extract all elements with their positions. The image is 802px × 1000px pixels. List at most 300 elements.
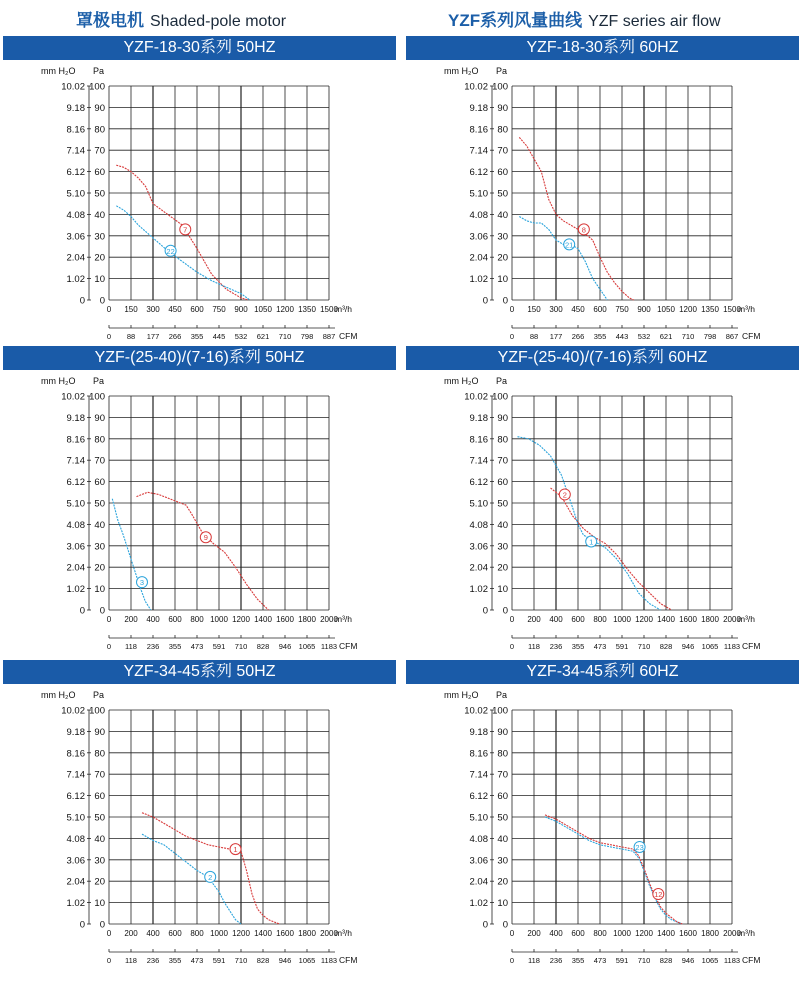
y-tick-label-mmh2o: 0 <box>482 919 488 931</box>
x-tick-label-cfm: 591 <box>615 642 629 651</box>
y-tick-label-mmh2o: 0 <box>79 919 85 931</box>
y-tick-label-pa: 60 <box>94 167 105 179</box>
x-tick-label-m3h: 600 <box>593 305 607 314</box>
y-tick-label-pa: 90 <box>94 102 105 114</box>
y-tick-label-pa: 70 <box>94 769 105 781</box>
x-tick-label-m3h: 1500 <box>723 305 741 314</box>
x-tick-label-m3h: 200 <box>527 929 541 938</box>
chart-panel-4 <box>406 346 799 652</box>
x-unit-label-cfm: CFM <box>339 955 358 965</box>
chart-plot <box>3 684 396 966</box>
y-tick-label-pa: 70 <box>497 145 508 157</box>
series-label: 2 <box>562 490 567 500</box>
x-tick-label-cfm: 177 <box>146 332 160 341</box>
x-tick-label-cfm: 118 <box>528 956 540 965</box>
y-tick-label-mmh2o: 3.06 <box>469 231 488 243</box>
y-tick-label-pa: 30 <box>497 231 508 243</box>
series-line-12 <box>545 815 683 924</box>
y-tick-label-mmh2o: 6.12 <box>66 167 85 179</box>
y-tick-label-mmh2o: 2.04 <box>469 252 488 264</box>
series-label: 2 <box>208 872 213 882</box>
x-tick-label-m3h: 1600 <box>276 615 294 624</box>
series-label: 9 <box>203 533 208 543</box>
x-tick-label-m3h: 750 <box>615 305 629 314</box>
x-tick-label-cfm: 236 <box>146 956 160 965</box>
x-tick-label-m3h: 1200 <box>232 929 250 938</box>
x-tick-label-cfm: 1183 <box>723 642 741 651</box>
y-tick-label-pa: 80 <box>94 748 105 760</box>
x-tick-label-cfm: 591 <box>212 642 226 651</box>
y-tick-label-pa: 30 <box>94 541 105 553</box>
y-tick-label-pa: 100 <box>89 705 105 717</box>
x-tick-label-cfm: 1065 <box>298 642 316 651</box>
x-tick-label-m3h: 2000 <box>320 615 338 624</box>
series-line-3 <box>112 499 151 610</box>
y-tick-label-mmh2o: 1.02 <box>66 898 85 910</box>
y-tick-label-pa: 10 <box>497 584 508 596</box>
x-tick-label-m3h: 1000 <box>210 615 228 624</box>
x-unit-label-cfm: CFM <box>742 641 761 651</box>
chart-plot <box>406 370 799 652</box>
y-tick-label-pa: 50 <box>94 498 105 510</box>
y-tick-label-pa: 90 <box>497 102 508 114</box>
chart-panel-1 <box>3 36 396 342</box>
y-tick-label-mmh2o: 8.16 <box>469 124 488 136</box>
y-tick-label-mmh2o: 0 <box>482 295 488 307</box>
x-tick-label-m3h: 600 <box>168 929 182 938</box>
chart-title: YZF-18-30系列 50HZ <box>3 36 396 60</box>
chart-title: YZF-(25-40)/(7-16)系列 60HZ <box>406 346 799 370</box>
x-tick-label-cfm: 828 <box>659 956 673 965</box>
y-tick-label-mmh2o: 5.10 <box>469 498 488 510</box>
y-tick-label-pa: 60 <box>94 791 105 803</box>
x-tick-label-cfm: 1065 <box>298 956 316 965</box>
y-tick-label-mmh2o: 5.10 <box>66 188 85 200</box>
y-tick-label-mmh2o: 10.02 <box>61 391 85 403</box>
y-tick-label-pa: 30 <box>94 231 105 243</box>
series-line-21 <box>519 217 607 301</box>
y-tick-label-mmh2o: 0 <box>79 605 85 617</box>
x-tick-label-cfm: 946 <box>681 642 695 651</box>
x-tick-label-cfm: 0 <box>106 956 112 965</box>
x-tick-label-cfm: 798 <box>300 332 314 341</box>
x-tick-label-m3h: 1800 <box>701 615 719 624</box>
x-tick-label-m3h: 1200 <box>635 615 653 624</box>
y-tick-label-pa: 70 <box>497 769 508 781</box>
y-tick-label-mmh2o: 9.18 <box>66 102 85 114</box>
x-tick-label-cfm: 443 <box>615 332 629 341</box>
y-tick-label-pa: 100 <box>492 705 508 717</box>
y-tick-label-pa: 90 <box>94 412 105 424</box>
x-unit-label-cfm: CFM <box>742 331 761 341</box>
y-tick-label-pa: 100 <box>492 391 508 403</box>
y-tick-label-mmh2o: 1.02 <box>469 274 488 286</box>
x-tick-label-cfm: 621 <box>659 332 673 341</box>
x-tick-label-cfm: 473 <box>190 956 204 965</box>
y-tick-label-pa: 20 <box>497 252 508 264</box>
y-tick-label-mmh2o: 1.02 <box>66 584 85 596</box>
x-tick-label-m3h: 150 <box>527 305 541 314</box>
y-unit-label-pa: Pa <box>93 66 105 76</box>
chart-panel-6 <box>406 660 799 966</box>
y-tick-label-pa: 70 <box>497 455 508 467</box>
series-label: 21 <box>565 240 574 250</box>
y-tick-label-mmh2o: 0 <box>482 605 488 617</box>
x-tick-label-m3h: 600 <box>168 615 182 624</box>
y-unit-label-mmh2o: mm H₂O <box>444 690 479 700</box>
x-tick-label-m3h: 1200 <box>232 615 250 624</box>
y-tick-label-mmh2o: 5.10 <box>66 812 85 824</box>
x-tick-label-m3h: 200 <box>124 615 138 624</box>
y-tick-label-mmh2o: 7.14 <box>66 455 85 467</box>
y-tick-label-mmh2o: 2.04 <box>66 876 85 888</box>
y-tick-label-mmh2o: 8.16 <box>469 748 488 760</box>
x-tick-label-cfm: 0 <box>509 642 515 651</box>
series-label: 1 <box>589 537 594 547</box>
y-tick-label-mmh2o: 6.12 <box>469 477 488 489</box>
y-tick-label-pa: 10 <box>497 274 508 286</box>
y-tick-label-mmh2o: 8.16 <box>66 124 85 136</box>
y-unit-label-pa: Pa <box>496 690 508 700</box>
series-label: 3 <box>139 578 145 588</box>
y-tick-label-mmh2o: 10.02 <box>464 391 488 403</box>
x-tick-label-cfm: 798 <box>703 332 717 341</box>
x-tick-label-m3h: 200 <box>527 615 541 624</box>
x-tick-label-cfm: 355 <box>571 642 585 651</box>
y-tick-label-pa: 40 <box>497 209 508 221</box>
x-tick-label-cfm: 0 <box>509 956 515 965</box>
y-tick-label-mmh2o: 3.06 <box>66 541 85 553</box>
y-tick-label-pa: 50 <box>497 498 508 510</box>
y-tick-label-mmh2o: 10.02 <box>61 705 85 717</box>
y-tick-label-pa: 10 <box>94 584 105 596</box>
y-unit-label-mmh2o: mm H₂O <box>41 376 76 386</box>
x-tick-label-m3h: 400 <box>549 929 563 938</box>
y-unit-label-pa: Pa <box>93 376 105 386</box>
series-line-23 <box>545 817 683 924</box>
x-tick-label-cfm: 473 <box>593 956 607 965</box>
y-tick-label-mmh2o: 1.02 <box>469 584 488 596</box>
x-tick-label-m3h: 1400 <box>254 615 272 624</box>
x-tick-label-m3h: 2000 <box>320 929 338 938</box>
x-tick-label-cfm: 710 <box>681 332 695 341</box>
x-tick-label-m3h: 1500 <box>320 305 338 314</box>
x-tick-label-cfm: 532 <box>234 332 248 341</box>
x-tick-label-m3h: 400 <box>549 615 563 624</box>
x-tick-label-cfm: 710 <box>637 956 651 965</box>
x-tick-label-m3h: 1000 <box>613 615 631 624</box>
y-tick-label-mmh2o: 4.08 <box>469 209 488 221</box>
chart-panel-3 <box>3 346 396 652</box>
y-tick-label-pa: 50 <box>497 812 508 824</box>
x-tick-label-m3h: 600 <box>190 305 204 314</box>
y-tick-label-pa: 10 <box>94 274 105 286</box>
y-tick-label-mmh2o: 7.14 <box>66 769 85 781</box>
y-tick-label-mmh2o: 0 <box>79 295 85 307</box>
y-tick-label-mmh2o: 5.10 <box>469 812 488 824</box>
x-tick-label-cfm: 118 <box>125 642 137 651</box>
y-tick-label-mmh2o: 4.08 <box>469 519 488 531</box>
header-right-cn: YZF系列风量曲线 <box>448 11 583 30</box>
y-tick-label-pa: 20 <box>94 876 105 888</box>
y-unit-label-pa: Pa <box>496 66 508 76</box>
x-tick-label-cfm: 88 <box>529 332 539 341</box>
y-tick-label-pa: 20 <box>94 252 105 264</box>
chart-title: YZF-(25-40)/(7-16)系列 50HZ <box>3 346 396 370</box>
y-tick-label-pa: 80 <box>497 124 508 136</box>
x-tick-label-m3h: 1350 <box>701 305 719 314</box>
y-tick-label-mmh2o: 9.18 <box>469 412 488 424</box>
y-tick-label-pa: 0 <box>99 605 105 617</box>
y-tick-label-mmh2o: 7.14 <box>469 455 488 467</box>
x-tick-label-cfm: 88 <box>126 332 136 341</box>
x-tick-label-cfm: 1065 <box>701 642 719 651</box>
x-tick-label-cfm: 828 <box>256 956 270 965</box>
y-tick-label-mmh2o: 3.06 <box>469 541 488 553</box>
x-tick-label-m3h: 0 <box>509 929 515 938</box>
chart-plot <box>406 684 799 966</box>
x-tick-label-m3h: 1600 <box>679 615 697 624</box>
x-tick-label-m3h: 0 <box>106 615 112 624</box>
chart-plot <box>406 60 799 342</box>
x-tick-label-m3h: 0 <box>106 929 112 938</box>
y-tick-label-mmh2o: 6.12 <box>469 167 488 179</box>
chart-title: YZF-34-45系列 60HZ <box>406 660 799 684</box>
y-tick-label-pa: 70 <box>94 145 105 157</box>
y-tick-label-pa: 90 <box>497 412 508 424</box>
x-tick-label-m3h: 400 <box>146 929 160 938</box>
x-tick-label-m3h: 0 <box>509 305 515 314</box>
y-tick-label-pa: 60 <box>94 477 105 489</box>
header-left-cn: 罩极电机 <box>76 11 144 30</box>
y-tick-label-pa: 90 <box>94 726 105 738</box>
y-tick-label-pa: 100 <box>89 81 105 93</box>
x-tick-label-m3h: 1000 <box>210 929 228 938</box>
y-tick-label-pa: 30 <box>94 855 105 867</box>
x-tick-label-m3h: 600 <box>571 615 585 624</box>
x-unit-label-m3h: m³/h <box>738 614 755 624</box>
x-tick-label-cfm: 710 <box>278 332 292 341</box>
y-tick-label-mmh2o: 10.02 <box>61 81 85 93</box>
y-tick-label-pa: 60 <box>497 167 508 179</box>
x-tick-label-m3h: 300 <box>146 305 160 314</box>
x-tick-label-cfm: 473 <box>593 642 607 651</box>
y-tick-label-mmh2o: 2.04 <box>469 562 488 574</box>
y-tick-label-mmh2o: 1.02 <box>66 274 85 286</box>
y-tick-label-pa: 100 <box>492 81 508 93</box>
y-tick-label-mmh2o: 8.16 <box>66 434 85 446</box>
series-label: 12 <box>654 890 663 900</box>
y-unit-label-mmh2o: mm H₂O <box>444 66 479 76</box>
x-tick-label-m3h: 1600 <box>679 929 697 938</box>
y-tick-label-mmh2o: 2.04 <box>469 876 488 888</box>
y-tick-label-mmh2o: 4.08 <box>66 209 85 221</box>
x-tick-label-cfm: 710 <box>637 642 651 651</box>
x-tick-label-m3h: 0 <box>106 305 112 314</box>
y-tick-label-mmh2o: 10.02 <box>464 705 488 717</box>
header-right-en: YZF series air flow <box>588 13 721 30</box>
x-tick-label-m3h: 800 <box>593 615 607 624</box>
y-tick-label-mmh2o: 3.06 <box>469 855 488 867</box>
x-tick-label-m3h: 1800 <box>298 615 316 624</box>
x-tick-label-m3h: 1600 <box>276 929 294 938</box>
y-tick-label-mmh2o: 7.14 <box>469 769 488 781</box>
y-tick-label-pa: 0 <box>502 919 508 931</box>
y-tick-label-pa: 60 <box>497 477 508 489</box>
series-line-9 <box>137 492 269 610</box>
x-tick-label-cfm: 591 <box>212 956 226 965</box>
y-unit-label-mmh2o: mm H₂O <box>41 66 76 76</box>
y-unit-label-pa: Pa <box>496 376 508 386</box>
x-unit-label-m3h: m³/h <box>335 928 352 938</box>
y-tick-label-pa: 0 <box>99 295 105 307</box>
x-unit-label-cfm: CFM <box>339 641 358 651</box>
y-tick-label-pa: 10 <box>94 898 105 910</box>
x-tick-label-m3h: 900 <box>234 305 248 314</box>
x-tick-label-m3h: 400 <box>146 615 160 624</box>
y-tick-label-pa: 40 <box>94 833 105 845</box>
header-left <box>76 6 286 30</box>
chart-panel-5 <box>3 660 396 966</box>
x-tick-label-cfm: 473 <box>190 642 204 651</box>
y-tick-label-pa: 20 <box>497 876 508 888</box>
x-tick-label-cfm: 887 <box>322 332 336 341</box>
x-tick-label-cfm: 532 <box>637 332 651 341</box>
x-tick-label-m3h: 450 <box>168 305 182 314</box>
y-tick-label-mmh2o: 5.10 <box>66 498 85 510</box>
y-tick-label-mmh2o: 9.18 <box>66 412 85 424</box>
x-tick-label-m3h: 2000 <box>723 615 741 624</box>
x-tick-label-cfm: 118 <box>528 642 540 651</box>
y-tick-label-mmh2o: 6.12 <box>469 791 488 803</box>
chart-title: YZF-34-45系列 50HZ <box>3 660 396 684</box>
y-tick-label-mmh2o: 5.10 <box>469 188 488 200</box>
y-tick-label-mmh2o: 3.06 <box>66 855 85 867</box>
header-left-en: Shaded-pole motor <box>150 13 287 30</box>
y-tick-label-pa: 0 <box>502 295 508 307</box>
x-tick-label-cfm: 0 <box>106 332 112 341</box>
y-tick-label-pa: 0 <box>502 605 508 617</box>
x-tick-label-cfm: 0 <box>106 642 112 651</box>
x-tick-label-cfm: 355 <box>593 332 607 341</box>
y-tick-label-mmh2o: 6.12 <box>66 791 85 803</box>
y-tick-label-mmh2o: 10.02 <box>464 81 488 93</box>
y-tick-label-pa: 50 <box>94 188 105 200</box>
series-label: 1 <box>233 845 238 855</box>
series-label: 8 <box>581 225 586 235</box>
x-tick-label-cfm: 266 <box>168 332 182 341</box>
chart-title: YZF-18-30系列 60HZ <box>406 36 799 60</box>
y-tick-label-mmh2o: 6.12 <box>66 477 85 489</box>
y-tick-label-mmh2o: 4.08 <box>66 519 85 531</box>
y-tick-label-mmh2o: 9.18 <box>469 102 488 114</box>
x-tick-label-m3h: 1200 <box>635 929 653 938</box>
y-tick-label-mmh2o: 2.04 <box>66 562 85 574</box>
series-line-1 <box>142 813 280 924</box>
y-tick-label-pa: 90 <box>497 726 508 738</box>
y-tick-label-pa: 40 <box>497 519 508 531</box>
series-label: 23 <box>635 842 644 852</box>
x-unit-label-m3h: m³/h <box>335 304 352 314</box>
y-unit-label-mmh2o: mm H₂O <box>41 690 76 700</box>
x-tick-label-cfm: 236 <box>146 642 160 651</box>
y-tick-label-mmh2o: 7.14 <box>66 145 85 157</box>
x-tick-label-cfm: 710 <box>234 956 248 965</box>
x-tick-label-m3h: 450 <box>571 305 585 314</box>
x-tick-label-cfm: 867 <box>725 332 739 341</box>
x-tick-label-m3h: 1800 <box>701 929 719 938</box>
x-tick-label-m3h: 1400 <box>254 929 272 938</box>
y-tick-label-mmh2o: 3.06 <box>66 231 85 243</box>
x-tick-label-m3h: 200 <box>124 929 138 938</box>
x-tick-label-cfm: 266 <box>571 332 585 341</box>
x-tick-label-cfm: 1183 <box>320 642 338 651</box>
x-tick-label-cfm: 946 <box>278 642 292 651</box>
y-tick-label-mmh2o: 8.16 <box>66 748 85 760</box>
y-tick-label-mmh2o: 1.02 <box>469 898 488 910</box>
y-tick-label-pa: 40 <box>497 833 508 845</box>
chart-plot <box>3 60 396 342</box>
x-tick-label-cfm: 591 <box>615 956 629 965</box>
x-tick-label-cfm: 828 <box>659 642 673 651</box>
x-tick-label-cfm: 946 <box>278 956 292 965</box>
series-label: 7 <box>183 225 188 235</box>
x-tick-label-m3h: 1400 <box>657 615 675 624</box>
x-tick-label-cfm: 828 <box>256 642 270 651</box>
y-tick-label-pa: 0 <box>99 919 105 931</box>
x-tick-label-cfm: 118 <box>125 956 137 965</box>
y-tick-label-pa: 80 <box>94 434 105 446</box>
x-tick-label-m3h: 1350 <box>298 305 316 314</box>
series-label: 22 <box>166 246 175 256</box>
x-tick-label-m3h: 800 <box>190 929 204 938</box>
x-tick-label-m3h: 2000 <box>723 929 741 938</box>
y-tick-label-pa: 70 <box>94 455 105 467</box>
y-tick-label-pa: 40 <box>94 519 105 531</box>
y-tick-label-mmh2o: 9.18 <box>66 726 85 738</box>
x-unit-label-m3h: m³/h <box>738 304 755 314</box>
x-tick-label-m3h: 1050 <box>657 305 675 314</box>
y-unit-label-mmh2o: mm H₂O <box>444 376 479 386</box>
x-unit-label-m3h: m³/h <box>335 614 352 624</box>
x-unit-label-cfm: CFM <box>742 955 761 965</box>
x-tick-label-m3h: 800 <box>593 929 607 938</box>
x-tick-label-m3h: 1800 <box>298 929 316 938</box>
y-tick-label-pa: 30 <box>497 855 508 867</box>
series-line-8 <box>519 137 633 300</box>
y-tick-label-mmh2o: 9.18 <box>469 726 488 738</box>
x-tick-label-m3h: 750 <box>212 305 226 314</box>
series-line-1 <box>518 437 661 610</box>
y-tick-label-mmh2o: 8.16 <box>469 434 488 446</box>
series-line-2 <box>142 834 241 924</box>
y-tick-label-pa: 80 <box>497 434 508 446</box>
x-tick-label-m3h: 300 <box>549 305 563 314</box>
y-tick-label-pa: 100 <box>89 391 105 403</box>
y-unit-label-pa: Pa <box>93 690 105 700</box>
x-tick-label-m3h: 1000 <box>613 929 631 938</box>
x-tick-label-cfm: 946 <box>681 956 695 965</box>
y-tick-label-pa: 80 <box>497 748 508 760</box>
x-tick-label-m3h: 1200 <box>679 305 697 314</box>
y-tick-label-pa: 60 <box>497 791 508 803</box>
x-tick-label-m3h: 800 <box>190 615 204 624</box>
x-tick-label-m3h: 150 <box>124 305 138 314</box>
x-tick-label-m3h: 1400 <box>657 929 675 938</box>
x-tick-label-cfm: 710 <box>234 642 248 651</box>
series-line-2 <box>551 488 672 610</box>
header-right <box>448 6 721 30</box>
